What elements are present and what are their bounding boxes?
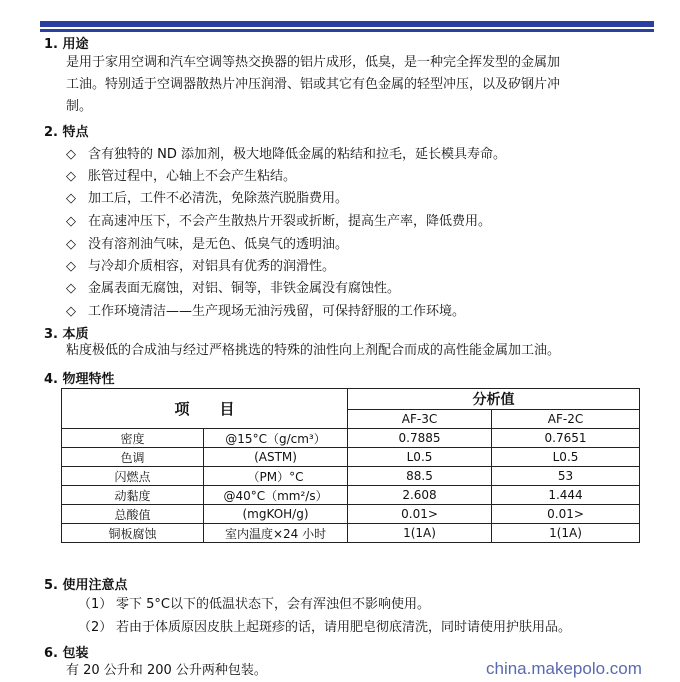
table-row: 色调 (ASTM) L0.5 L0.5 (62, 448, 640, 467)
diamond-icon: ◇ (66, 147, 76, 162)
table-row: 总酸值 (mgKOH/g) 0.01> 0.01> (62, 505, 640, 524)
value-header: 分析值 (348, 389, 640, 410)
diamond-icon: ◇ (66, 259, 76, 274)
feature-item: ◇ 工作环境清洁——生产现场无油污残留，可保持舒服的工作环境。 (66, 304, 466, 319)
header-rule (40, 21, 654, 35)
table-row: 密度 @15°C（g/cm³） 0.7885 0.7651 (62, 429, 640, 448)
column-header-af2c: AF-2C (492, 410, 640, 429)
feature-item: ◇ 金属表面无腐蚀，对铝、铜等，非铁金属没有腐蚀性。 (66, 281, 401, 296)
diamond-icon: ◇ (66, 169, 76, 184)
column-header-af3c: AF-3C (348, 410, 492, 429)
diamond-icon: ◇ (66, 191, 76, 206)
section-6-title: 6. 包装 (44, 646, 89, 661)
feature-item: ◇ 加工后，工件不必清洗，免除蒸汽脱脂费用。 (66, 191, 349, 206)
diamond-icon: ◇ (66, 304, 76, 319)
caution-item-2: （2） 若由于体质原因皮肤上起斑疹的话，请用肥皂彻底清洗，同时请使用护肤用品。 (78, 620, 572, 635)
section-6-text: 有 20 公升和 200 公升两种包装。 (66, 663, 267, 678)
feature-item: ◇ 含有独特的 ND 添加剂，极大地降低金属的粘结和拉毛，延长模具寿命。 (66, 147, 506, 162)
section-3-text: 粘度极低的合成油与经过严格挑选的特殊的油性向上剂配合而成的高性能金属加工油。 (66, 343, 561, 358)
section-1-line-2: 工油。特别适于空调器散热片冲压润滑、铝或其它有色金属的轻型冲压，以及矽钢片冲 (66, 77, 561, 92)
section-2-title: 2. 特点 (44, 125, 89, 140)
table-row: 铜板腐蚀 室内温度×24 小时 1(1A) 1(1A) (62, 524, 640, 543)
table-row: 闪燃点 （PM）°C 88.5 53 (62, 467, 640, 486)
item-header: 项 目 (62, 389, 348, 429)
diamond-icon: ◇ (66, 214, 76, 229)
diamond-icon: ◇ (66, 281, 76, 296)
table-row: 动黏度 @40°C（mm²/s） 2.608 1.444 (62, 486, 640, 505)
section-5-title: 5. 使用注意点 (44, 578, 128, 593)
diamond-icon: ◇ (66, 237, 76, 252)
caution-item-1: （1） 零下 5°C以下的低温状态下，会有浑浊但不影响使用。 (78, 597, 430, 612)
section-1-line-1: 是用于家用空调和汽车空调等热交换器的铝片成形，低臭，是一种完全挥发型的金属加 (66, 55, 561, 70)
feature-item: ◇ 在高速冲压下，不会产生散热片开裂或折断，提高生产率，降低费用。 (66, 214, 492, 229)
section-1-line-3: 制。 (66, 99, 93, 114)
watermark: china.makepolo.com (486, 659, 642, 678)
feature-item: ◇ 与冷却介质相容，对铝具有优秀的润滑性。 (66, 259, 336, 274)
feature-item: ◇ 没有溶剂油气味，是无色、低臭气的透明油。 (66, 237, 349, 252)
feature-item: ◇ 胀管过程中，心轴上不会产生粘结。 (66, 169, 297, 184)
section-3-title: 3. 本质 (44, 327, 89, 342)
properties-table (61, 388, 640, 543)
section-1-title: 1. 用途 (44, 37, 89, 52)
section-4-title: 4. 物理特性 (44, 372, 115, 387)
